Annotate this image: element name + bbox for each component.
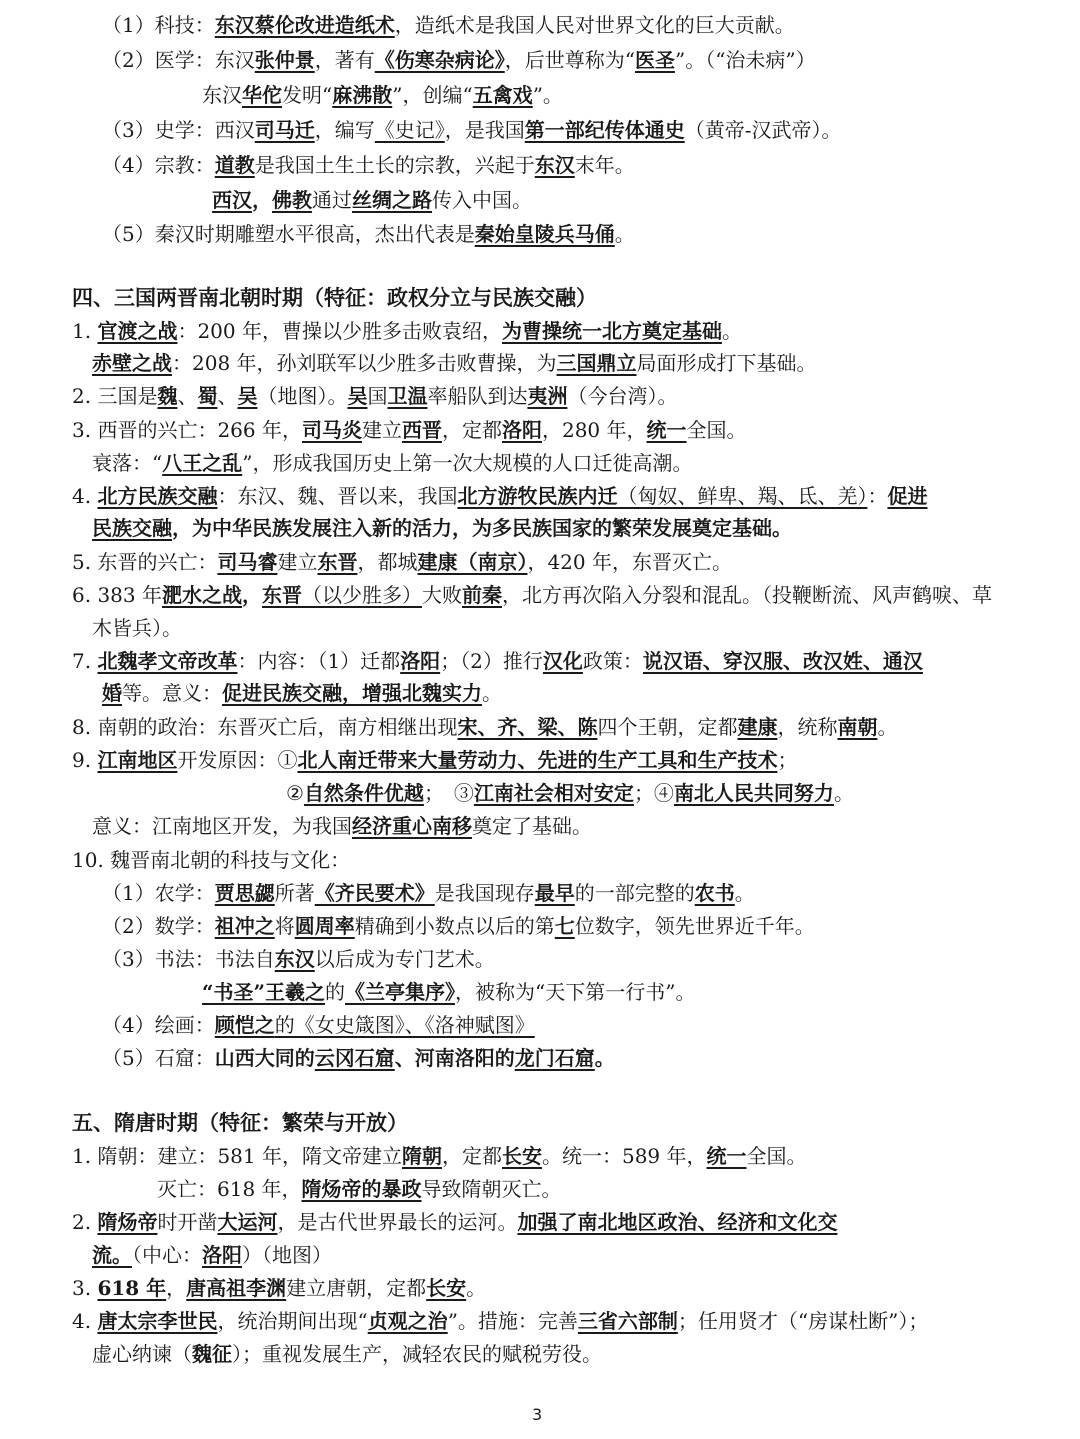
text-run: 5. 东晋的兴亡：: [72, 550, 218, 574]
text-run: 8. 南朝的政治：东晋灭亡后，南方相继出现: [72, 715, 458, 739]
underlined-key-term: 司马炎: [301, 418, 362, 442]
text-line: [102, 944, 495, 974]
text-line: [102, 150, 635, 180]
section-heading: [72, 1108, 408, 1138]
underlined-key-term: 贞观之治: [367, 1309, 448, 1333]
text-line: [72, 712, 897, 742]
underlined-key-term: 秦始皇陵兵马俑: [474, 222, 615, 246]
text-run: ：200 年，曹操以少胜多击败袁绍，: [177, 319, 502, 343]
underlined-key-term: 统一: [706, 1144, 747, 1168]
text-line: [202, 977, 695, 1007]
underlined-key-term: 官渡之战: [97, 319, 178, 343]
text-run: 东汉: [202, 83, 242, 107]
text-run: 五、隋唐时期（特征：繁荣与开放）: [72, 1111, 408, 1135]
text-line: [102, 45, 816, 75]
text-run: ”，形成我国历史上第一次大规模的人口迁徙高潮。: [242, 451, 693, 475]
underlined-key-term: 吴: [347, 384, 368, 408]
text-line: [72, 646, 923, 676]
text-run: 衰落：“: [92, 451, 163, 475]
text-run: （黄帝-汉武帝）。: [684, 118, 842, 142]
text-run: （1）农学：: [102, 881, 215, 905]
underlined-key-term: 蜀: [197, 384, 218, 408]
text-run: ”。（“治未病”）: [674, 48, 816, 72]
text-run: ；④: [633, 781, 674, 805]
underlined-key-term: 司马睿: [217, 550, 278, 574]
text-line: [72, 1273, 486, 1303]
underlined-key-term: 的《女史箴图》、《洛神赋图》: [274, 1013, 535, 1037]
underlined-key-term: 医圣: [634, 48, 675, 72]
underlined-key-term: 长安: [501, 1144, 542, 1168]
underlined-key-term: 五禽戏: [472, 83, 533, 107]
text-run: ：: [867, 484, 888, 508]
text-line: [212, 185, 532, 215]
text-line: [92, 811, 592, 841]
text-line: [72, 1306, 928, 1336]
text-run: ，著有: [314, 48, 375, 72]
underlined-key-term: 618 年: [97, 1276, 167, 1300]
text-run: 以后成为专门艺术。: [314, 947, 495, 971]
text-line: [72, 1141, 807, 1171]
text-line: [202, 80, 563, 110]
text-line: [72, 481, 927, 511]
text-run: ，是我国: [444, 118, 525, 142]
underlined-key-term: 华佗: [242, 83, 282, 107]
text-run: ，造纸术是我国人民对世界文化的巨大贡献。: [394, 13, 795, 37]
text-run: ：东汉、魏、晋以来，我国: [217, 484, 458, 508]
text-line: [102, 10, 795, 40]
text-run: 灭亡：618 年，: [157, 1177, 302, 1201]
text-run: 开发原因：①: [177, 748, 298, 772]
underlined-key-term: （匈奴、鲜卑、羯、氐、羌）: [617, 484, 868, 508]
text-run: 4.: [72, 1309, 98, 1333]
text-run: 、: [177, 384, 198, 408]
text-run: 发明“: [282, 83, 333, 107]
underlined-key-term: 建康: [737, 715, 778, 739]
underlined-key-term: 西汉: [212, 188, 252, 212]
text-run: ，统治期间出现“: [217, 1309, 368, 1333]
text-run: ，定都: [441, 418, 502, 442]
text-run: ②: [286, 781, 304, 805]
underlined-key-term: “书圣”王羲之: [202, 980, 326, 1004]
underlined-key-term: 贾思勰: [214, 881, 275, 905]
text-run: ”，创编“: [392, 83, 473, 107]
text-run: 3. 西晋的兴亡：266 年，: [72, 418, 302, 442]
text-run: 的一部完整的: [574, 881, 695, 905]
underlined-key-term: 丝绸之路: [352, 188, 432, 212]
underlined-key-term: 圆周率: [294, 914, 355, 938]
text-line: [102, 1043, 615, 1073]
underlined-key-term: 北魏孝文帝改革: [97, 649, 238, 673]
text-line: [92, 1339, 602, 1369]
underlined-key-term: 魏: [157, 384, 178, 408]
text-line: [72, 415, 747, 445]
text-line: [92, 448, 692, 478]
text-line: [92, 513, 792, 543]
underlined-key-term: 司马迁: [254, 118, 315, 142]
bold-text: ，: [252, 188, 272, 212]
underlined-key-term: 东汉: [274, 947, 315, 971]
underlined-key-term: 北方游牧民族内迁: [457, 484, 618, 508]
text-run: （地图）。: [257, 384, 348, 408]
underlined-key-term: 东晋: [261, 583, 302, 607]
underlined-key-term: 自然条件优越: [303, 781, 424, 805]
text-run: 。: [466, 1276, 487, 1300]
underlined-key-term: 八王之乱: [162, 451, 243, 475]
text-run: 精确到小数点以后的第: [354, 914, 555, 938]
underlined-key-term: 《齐民要术》: [314, 881, 435, 905]
underlined-key-term: 《史记》: [374, 118, 445, 142]
underlined-key-term: 隋朝: [401, 1144, 442, 1168]
underlined-key-term: 农书: [694, 881, 735, 905]
underlined-key-term: 祖冲之: [214, 914, 275, 938]
text-line: [102, 911, 815, 941]
text-run: ：内容：（1）迁都: [237, 649, 401, 673]
text-line: [102, 878, 755, 908]
underlined-key-term: 顾恺之: [214, 1013, 275, 1037]
text-run: （4）宗教：: [102, 153, 215, 177]
underlined-key-term: 北人南迁带来大量劳动力、先进的生产工具和生产技术: [297, 748, 778, 772]
text-run: ； ③: [423, 781, 474, 805]
underlined-key-term: 龙门石窟: [514, 1046, 595, 1070]
underlined-key-term: 说汉语、穿汉服、改汉姓、通汉: [642, 649, 923, 673]
text-run: （2）医学：东汉: [102, 48, 255, 72]
underlined-key-term: 东汉蔡伦改进造纸术: [214, 13, 395, 37]
underlined-key-term: 经济重心南移: [352, 814, 472, 838]
text-run: 意义：江南地区开发，为我国: [92, 814, 352, 838]
text-run: 全国。: [686, 418, 747, 442]
underlined-key-term: 唐高祖李渊: [186, 1276, 287, 1300]
text-run: 通过: [312, 188, 352, 212]
bold-text: 、河南洛阳的: [394, 1046, 515, 1070]
text-run: （2）数学：: [102, 914, 215, 938]
underlined-key-term: 婚: [102, 681, 122, 705]
text-run: 传入中国。: [432, 188, 532, 212]
underlined-key-term: 张仲景: [254, 48, 315, 72]
text-run: 2.: [72, 1210, 98, 1234]
underlined-key-term: 洛阳: [501, 418, 542, 442]
underlined-key-term: 为曹操统一北方奠定基础: [501, 319, 722, 343]
text-run: （今台湾）。: [567, 384, 678, 408]
text-run: 。: [721, 319, 742, 343]
underlined-key-term: 《兰亭集序》: [345, 980, 456, 1004]
underlined-key-term: 宋、齐、梁、陈: [457, 715, 598, 739]
underlined-key-term: 建康（南京）: [417, 550, 528, 574]
text-run: 全国。: [746, 1144, 807, 1168]
underlined-key-term: 西晋: [401, 418, 442, 442]
bold-text: 。: [594, 1046, 615, 1070]
text-line: [102, 1010, 535, 1040]
text-run: ）（地图）: [242, 1243, 332, 1267]
underlined-key-term: 流。: [92, 1243, 132, 1267]
text-run: ，280 年，: [541, 418, 647, 442]
underlined-key-term: 促进: [887, 484, 928, 508]
text-run: 9.: [72, 748, 98, 772]
text-run: 木皆兵）。: [92, 616, 182, 640]
underlined-key-term: 三国鼎立: [556, 351, 637, 375]
text-run: 。: [614, 222, 635, 246]
underlined-key-term: 云冈石窟: [314, 1046, 395, 1070]
text-run: 的: [325, 980, 346, 1004]
underlined-key-term: 夷洲: [527, 384, 568, 408]
underlined-key-term: 最早: [534, 881, 575, 905]
underlined-key-term: 麻沸散: [332, 83, 393, 107]
text-run: 1. 隋朝：建立：581 年，隋文帝建立: [72, 1144, 402, 1168]
underlined-key-term: 三省六部制: [577, 1309, 678, 1333]
text-run: ；（2）推行: [440, 649, 543, 673]
underlined-key-term: 统一: [646, 418, 687, 442]
underlined-key-term: 南朝: [837, 715, 878, 739]
text-run: ，: [166, 1276, 187, 1300]
text-run: （5）秦汉时期雕塑水平很高，杰出代表是: [102, 222, 475, 246]
text-run: 等。意义：: [122, 681, 222, 705]
text-run: （3）书法：书法自: [102, 947, 275, 971]
text-run: 10. 魏晋南北朝的科技与文化：: [72, 848, 351, 872]
text-line: [92, 348, 817, 378]
underlined-key-term: 隋炀帝: [97, 1210, 158, 1234]
text-run: （1）科技：: [102, 13, 215, 37]
text-line: [286, 778, 854, 808]
underlined-key-term: 东汉: [534, 153, 575, 177]
underlined-key-term: 卫温: [387, 384, 428, 408]
underlined-key-term: 赤壁之战: [92, 351, 172, 375]
text-run: 。: [877, 715, 898, 739]
text-line: [102, 678, 502, 708]
text-run: 奠定了基础。: [472, 814, 592, 838]
text-run: ”。措施：完善: [447, 1309, 578, 1333]
text-line: [102, 115, 842, 145]
text-run: 。: [482, 681, 502, 705]
underlined-key-term: 洛阳: [400, 649, 441, 673]
bold-text: ，为中华民族发展注入新的活力，为多民族国家的繁荣发展奠定基础。: [172, 516, 792, 540]
text-run: 率船队到达: [427, 384, 528, 408]
text-run: （中心：: [132, 1243, 202, 1267]
underlined-key-term: 汉化: [542, 649, 583, 673]
underlined-key-term: 东晋: [317, 550, 358, 574]
text-line: [72, 547, 732, 577]
text-run: ；任用贤才（“房谋杜断”）；: [677, 1309, 929, 1333]
text-run: ；: [777, 748, 798, 772]
text-run: （3）史学：西汉: [102, 118, 255, 142]
text-run: 大败: [421, 583, 462, 607]
text-run: 政策：: [582, 649, 643, 673]
text-run: （5）石窟：: [102, 1046, 215, 1070]
text-run: 是我国现存: [434, 881, 535, 905]
underlined-key-term: 北方民族交融: [97, 484, 218, 508]
text-line: [72, 1207, 837, 1237]
text-run: ）；重视发展生产，减轻农民的赋税劳役。: [232, 1342, 602, 1366]
underlined-key-term: 洛阳: [202, 1243, 242, 1267]
text-run: ，420 年，东晋灭亡。: [527, 550, 732, 574]
text-run: 导致隋朝灭亡。: [421, 1177, 562, 1201]
underlined-key-term: 南北人民共同努力: [673, 781, 834, 805]
underlined-key-term: 唐太宗李世民: [97, 1309, 218, 1333]
text-run: 7.: [72, 649, 98, 673]
text-run: 建立唐朝，定都: [286, 1276, 427, 1300]
text-run: ，编写: [314, 118, 375, 142]
text-run: ，都城: [357, 550, 418, 574]
underlined-key-term: 促进民族交融，增强北魏实力: [222, 681, 482, 705]
text-run: ，是古代世界最长的运河。: [277, 1210, 518, 1234]
underlined-key-term: 佛教: [272, 188, 312, 212]
underlined-key-term: 江南社会相对安定: [473, 781, 634, 805]
text-run: 6. 383 年: [72, 583, 162, 607]
text-run: 末年。: [574, 153, 635, 177]
text-run: 。: [734, 881, 755, 905]
underlined-key-term: 七: [554, 914, 575, 938]
text-run: ”。: [532, 83, 563, 107]
underlined-key-term: 《伤寒杂病论》: [374, 48, 505, 72]
text-run: 国: [367, 384, 388, 408]
bold-text: ，: [241, 583, 262, 607]
text-run: ，后世尊称为“: [504, 48, 635, 72]
underlined-key-term: 淝水之战: [161, 583, 242, 607]
underlined-key-term: 民族交融: [92, 516, 172, 540]
text-run: 。统一：589 年，: [541, 1144, 707, 1168]
text-run: 4.: [72, 484, 98, 508]
underlined-key-term: 道教: [214, 153, 255, 177]
underlined-key-term: 第一部纪传体通史: [524, 118, 685, 142]
text-run: 将: [274, 914, 295, 938]
text-line: [92, 1240, 332, 1270]
underlined-key-term: 江南地区: [97, 748, 178, 772]
underlined-key-term: 加强了南北地区政治、经济和文化交: [517, 1210, 838, 1234]
text-line: [72, 845, 350, 875]
text-line: [157, 1174, 562, 1204]
text-line: [72, 316, 742, 346]
text-run: 四、三国两晋南北朝时期（特征：政权分立与民族交融）: [72, 286, 597, 310]
text-run: （4）绘画：: [102, 1013, 215, 1037]
text-run: 2. 三国是: [72, 384, 158, 408]
text-run: 建立: [361, 418, 402, 442]
text-run: ，北方再次陷入分裂和混乱。（投鞭断流、风声鹤唳、草: [501, 583, 992, 607]
text-run: 所著: [274, 881, 315, 905]
underlined-key-term: 大运河: [217, 1210, 278, 1234]
section-heading: [72, 283, 597, 313]
text-line: [72, 381, 677, 411]
underlined-key-term: 隋炀帝的暴政: [301, 1177, 422, 1201]
text-line: [72, 745, 797, 775]
bold-text: 魏征: [192, 1342, 232, 1366]
text-run: 时开凿: [157, 1210, 218, 1234]
text-run: 虚心纳谏（: [92, 1342, 192, 1366]
text-run: ：208 年，孙刘联军以少胜多击败曹操，为: [172, 351, 557, 375]
text-run: 、: [217, 384, 238, 408]
underlined-key-term: 长安: [426, 1276, 467, 1300]
text-run: 。: [833, 781, 854, 805]
page-number: 3: [532, 1405, 543, 1424]
text-run: 局面形成打下基础。: [636, 351, 817, 375]
text-run: ，统称: [777, 715, 838, 739]
text-run: 是我国土生土长的宗教，兴起于: [254, 153, 535, 177]
bold-text: 山西大同的: [214, 1046, 315, 1070]
text-run: 1.: [72, 319, 98, 343]
text-line: [72, 580, 992, 610]
text-line: [102, 219, 635, 249]
text-run: 四个王朝，定都: [597, 715, 738, 739]
text-run: 位数字，领先世界近千年。: [574, 914, 815, 938]
text-run: 3.: [72, 1276, 98, 1300]
text-run: ，定都: [441, 1144, 502, 1168]
underlined-key-term: 前秦: [461, 583, 502, 607]
text-run: 建立: [277, 550, 318, 574]
underlined-key-term: 吴: [237, 384, 258, 408]
text-line: [92, 613, 182, 643]
underlined-key-term: （以少胜多）: [301, 583, 422, 607]
text-run: ，被称为“天下第一行书”。: [455, 980, 696, 1004]
